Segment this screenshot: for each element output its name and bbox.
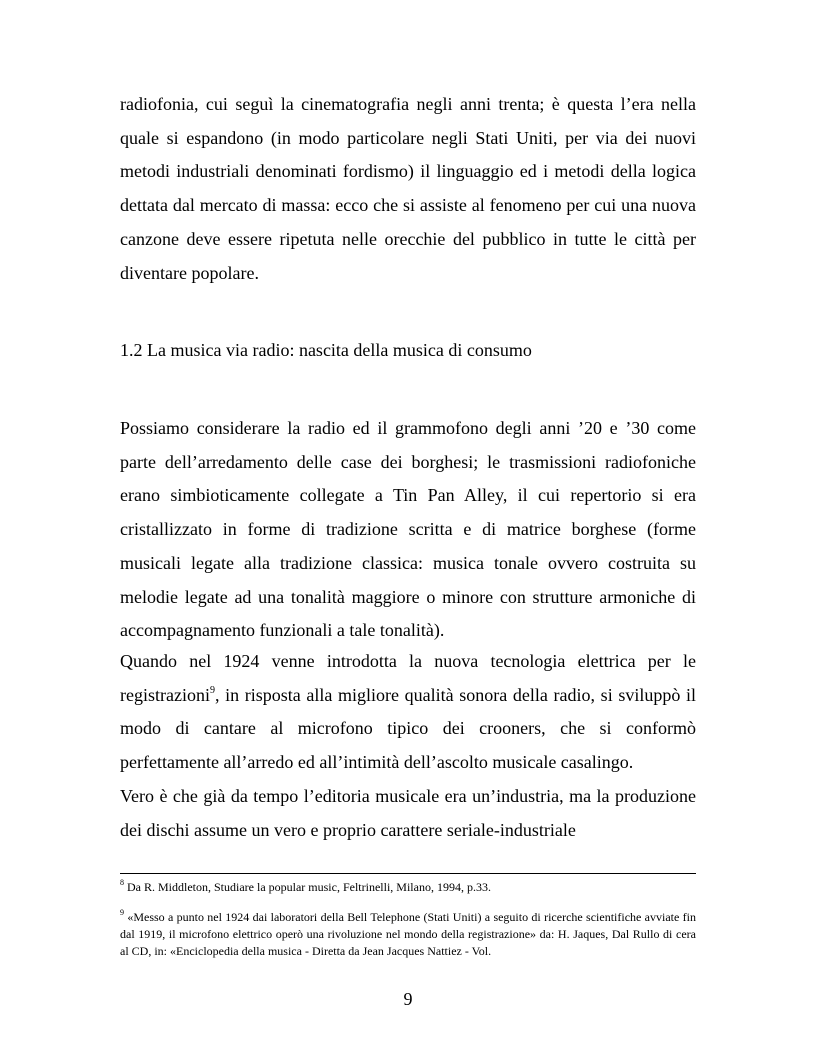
footnote-number: 8 bbox=[120, 878, 124, 887]
paragraph-text: Vero è che già da tempo l’editoria musicale era un’industria, ma la produzione dei dischi assume un vero e proprio carattere seriale-industriale bbox=[120, 786, 696, 840]
paragraph-text bbox=[120, 645, 696, 780]
footnote bbox=[120, 909, 696, 960]
body-paragraph bbox=[120, 645, 696, 780]
footnote-text: Da R. Middleton, Studiare la popular music, Feltrinelli, Milano, 1994, p.33. bbox=[124, 880, 491, 894]
paragraph-text: Possiamo considerare la radio ed il grammofono degli anni ’20 e ’30 come parte dell’arredamento delle case dei borghesi; le trasmissioni radiofoniche erano simbioticamente collegate a Tin Pan Alley, il cui repertorio si era cristallizzato in forme di tradizione scritta e di matrice borghese (forme musicali legate alla tradizione classica: musica tonale ovvero costruita su melodie legate ad una tonalità maggiore o minore con strutture armoniche di accompagnamento funzionali a tale tonalità). bbox=[120, 418, 696, 641]
body-paragraph bbox=[120, 780, 696, 847]
footnote-text: «Messo a punto nel 1924 dai laboratori della Bell Telephone (Stati Uniti) a seguito di ricerche scientifiche avviate fin dal 1919, il microfono elettrico operò una rivoluzione nel mondo della registrazione» da: H. Jaques, Dal Rullo di cera al CD, in: «Enciclopedia della musica - Diretta da Jean Jacques Nattiez - Vol. bbox=[120, 910, 696, 958]
body-paragraph bbox=[120, 88, 696, 290]
footnote-divider bbox=[120, 873, 696, 874]
section-heading: 1.2 La musica via radio: nascita della musica di consumo bbox=[120, 340, 532, 360]
paragraph-text: radiofonia, cui seguì la cinematografia negli anni trenta; è questa l’era nella quale si espandono (in modo particolare negli Stati Uniti, per via dei nuovi metodi industriali denominati fordismo) il linguaggio ed i metodi della logica dettata dal mercato di massa: ecco che si assiste al fenomeno per cui una nuova canzone deve essere ripetuta nelle orecchie del pubblico in tutte le città per diventare popolare. bbox=[120, 94, 696, 283]
page-number: 9 bbox=[403, 989, 413, 1009]
footnote-ref: 9 bbox=[209, 684, 215, 696]
footnote bbox=[120, 879, 696, 896]
footnote-number: 9 bbox=[120, 908, 124, 917]
paragraph-text-end: , in risposta alla migliore qualità sonora della radio, si sviluppò il modo di cantare al microfono tipico dei crooners, che si conformò perfettamente all’arredo ed all’intimità dell’ascolto musicale casalingo. bbox=[120, 684, 696, 773]
body-paragraph bbox=[120, 412, 696, 648]
paragraph-text-start: Quando nel 1924 venne introdotta la nuova tecnologia elettrica per le registrazioni bbox=[120, 651, 696, 705]
